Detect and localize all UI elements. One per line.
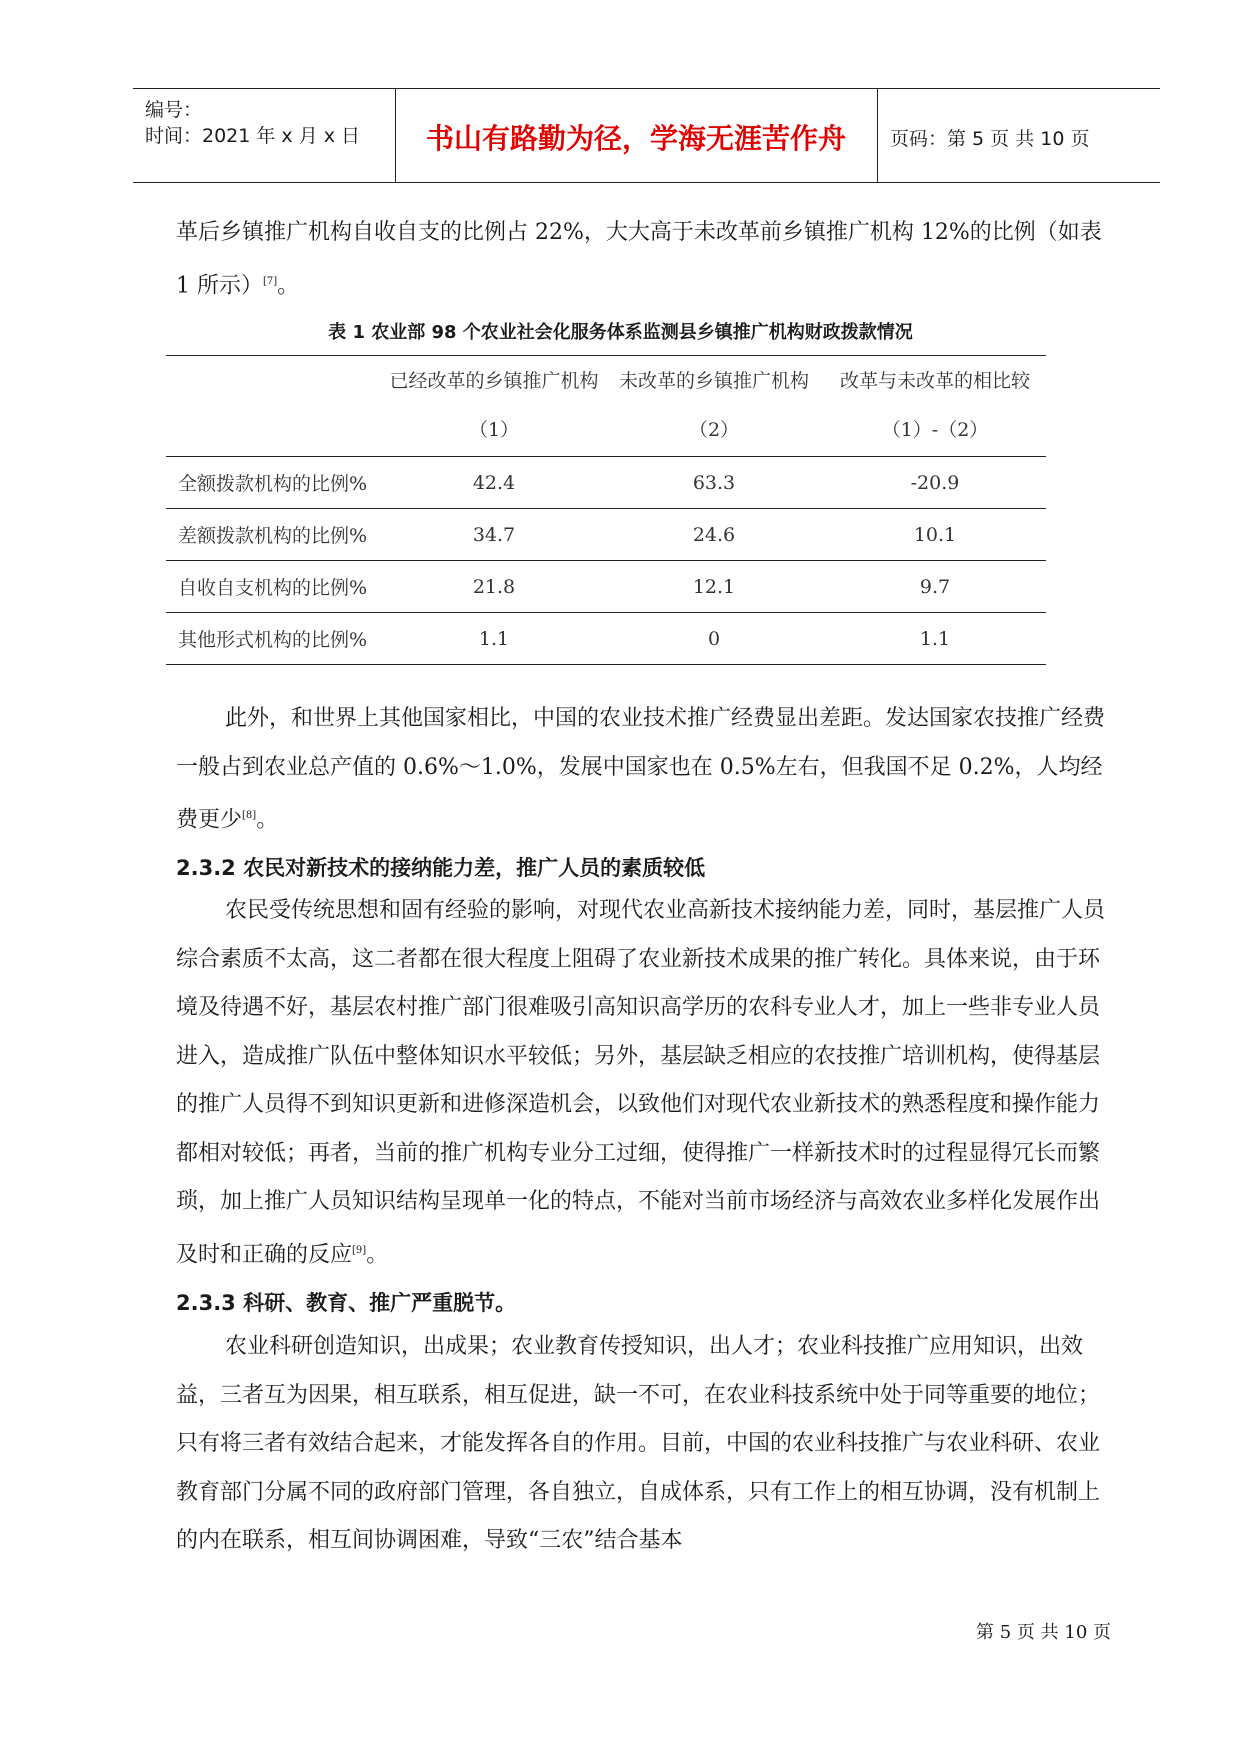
table-row [166, 613, 1046, 665]
table-caption: 表 1 农业部 98 个农业社会化服务体系监测县乡镇推广机构财政拨款情况 [328, 322, 913, 343]
table-header-row [166, 356, 1046, 457]
funding-gap-paragraph [176, 695, 1116, 845]
table-cell: -20.9 [910, 471, 960, 494]
funding-table [166, 355, 1046, 665]
motto: 书山有路勤为径，学海无涯苦作舟 [425, 122, 846, 155]
table-cell: 1.1 [919, 627, 951, 650]
number-label: 编号： [145, 99, 203, 121]
paragraph-text: 此外，和世界上其他国家相比，中国的农业技术推广经费显出差距。发达国家农技推广经费一般占到农业总产值的 0.6%～1.0%，发展中国家也在 0.5%左右，但我国不足 0.2%，人均经费更少 [176, 706, 1106, 833]
table-header-blank [166, 356, 384, 457]
intro-end: 。 [277, 272, 300, 298]
table-row [166, 457, 1046, 509]
table-cell: 9.7 [919, 575, 951, 598]
table-header-unreformed: 未改革的乡镇推广机构（2） [618, 370, 809, 441]
row-label: 自收自支机构的比例% [178, 577, 368, 599]
table-cell: 63.3 [692, 471, 736, 494]
header-motto-cell [395, 89, 878, 182]
table-cell: 10.1 [913, 523, 957, 546]
citation-7: [7] [263, 275, 278, 287]
paragraph-end: 。 [256, 807, 279, 833]
intro-text: 革后乡镇推广机构自收自支的比例占 22%，大大高于未改革前乡镇推广机构 12%的比例（如表 1 所示） [176, 220, 1102, 298]
page-footer: 第 5 页 共 10 页 [976, 1622, 1111, 1643]
table-cell: 12.1 [692, 575, 736, 598]
disconnect-paragraph: 农业科研创造知识，出成果；农业教育传授知识，出人才；农业科技推广应用知识，出效益，三者互为因果，相互联系，相互促进，缺一不可，在农业科技系统中处于同等重要的地位；只有将三者有效结合起来，才能发挥各自的作用。目前，中国的农业科技推广与农业科研、农业教育部门分属不同的政府部门管理，各自独立，自成体系，只有工作上的相互协调，没有机制上的内在联系，相互间协调困难，导致“三农”结合基本 [176, 1334, 1101, 1553]
table-cell: 0 [707, 627, 721, 650]
row-label: 差额拨款机构的比例% [178, 525, 368, 547]
table-row [166, 561, 1046, 613]
intro-paragraph [176, 209, 1116, 310]
table-header-reformed: 已经改革的乡镇推广机构（1） [389, 370, 599, 441]
header-info-cell [133, 89, 396, 182]
table-cell: 21.8 [472, 575, 516, 598]
table-cell: 1.1 [478, 627, 510, 650]
section-heading-2-3-2: 2.3.2 农民对新技术的接纳能力差，推广人员的素质较低 [176, 856, 706, 880]
acceptance-paragraph [176, 887, 1116, 1279]
table-cell: 34.7 [472, 523, 516, 546]
table-cell: 24.6 [692, 523, 736, 546]
header-page-cell [878, 89, 1160, 182]
citation-8: [8] [242, 810, 257, 821]
table-cell: 42.4 [472, 471, 516, 494]
section-heading-2-3-3: 2.3.3 科研、教育、推广严重脱节。 [176, 1291, 517, 1315]
header-page-number: 页码：第 5 页 共 10 页 [890, 128, 1090, 150]
page-header [133, 88, 1160, 183]
row-label: 其他形式机构的比例% [178, 629, 368, 651]
paragraph-text: 农民受传统思想和固有经验的影响，对现代农业高新技术接纳能力差，同时，基层推广人员综合素质不太高，这二者都在很大程度上阻碍了农业新技术成果的推广转化。具体来说，由于环境及待遇不好，基层农村推广部门很难吸引高知识高学历的农科专业人才，加上一些非专业人员进入，造成推广队伍中整体知识水平较低；另外，基层缺乏相应的农技推广培训机构，使得基层的推广人员得不到知识更新和进修深造机会，以致他们对现代农业新技术的熟悉程度和操作能力都相对较低；再者，当前的推广机构专业分工过细，使得推广一样新技术时的过程显得冗长而繁琐，加上推广人员知识结构呈现单一化的特点，不能对当前市场经济与高效农业多样化发展作出及时和正确的反应 [176, 898, 1106, 1267]
table-row [166, 509, 1046, 561]
time-label: 时间：2021 年 x 月 x 日 [145, 125, 361, 147]
citation-9: [9] [352, 1244, 367, 1256]
paragraph-end: 。 [366, 1241, 389, 1267]
row-label: 全额拨款机构的比例% [178, 473, 368, 495]
table-header-difference: 改革与未改革的相比较（1）-（2） [839, 370, 1030, 441]
